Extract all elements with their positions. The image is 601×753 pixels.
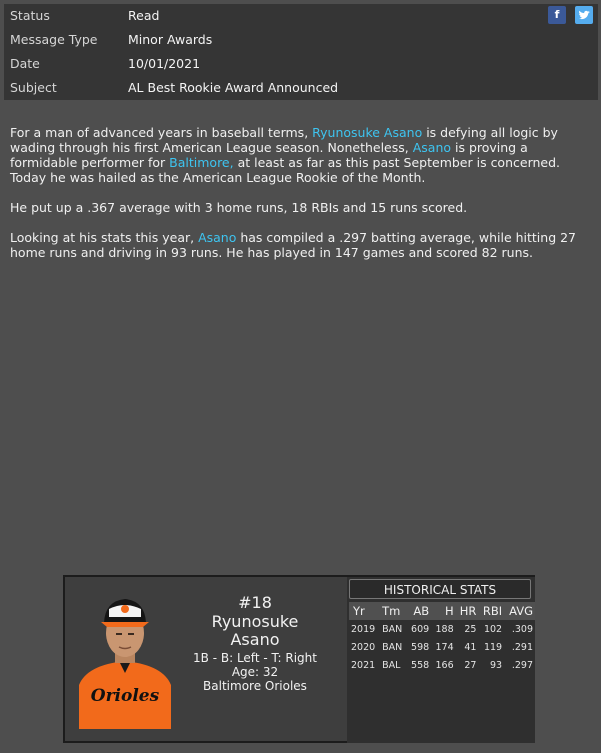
stats-cell: 609 [411,623,430,635]
stats-cell: 119 [483,641,503,653]
twitter-share-button[interactable] [575,6,593,24]
stats-col-rbi[interactable]: RBI [478,602,504,620]
historical-stats-table [349,602,535,674]
stats-header-row [349,602,535,620]
status-row [4,4,598,28]
article-text: For a man of advanced years in baseball terms, [10,125,313,140]
message-header [4,4,598,100]
table-row [349,656,535,674]
stats-cell: 166 [435,659,454,671]
stats-cell: 2020 [351,641,376,653]
player-number: #18 [238,593,272,612]
article-text: at least as far as this past September is concerned. Today he was hailed as the American League Rookie of the Month. [10,155,561,185]
article-paragraph-1 [10,125,590,185]
twitter-icon [575,6,593,24]
stats-cell: BAL [382,659,401,671]
stats-cell: BAN [382,641,403,653]
stats-cell: 2021 [351,659,376,671]
stats-cell: 558 [411,659,430,671]
player-link[interactable]: Asano [198,230,237,245]
stats-cell: .297 [511,659,533,671]
player-first-name: Ryunosuke [211,612,299,631]
stats-cell: 174 [435,641,454,653]
message-type-row [4,28,598,52]
stats-cell: 27 [464,659,477,671]
stats-cell: .291 [511,641,533,653]
article-body [10,125,590,275]
status-value: Read [128,8,160,23]
stats-col-year[interactable]: Yr [349,602,380,620]
stats-cell: 598 [411,641,430,653]
message-type-label: Message Type [10,32,98,47]
table-row [349,620,535,638]
article-text: is defying all logic by wading through his first American League season. Nonetheless, [10,125,558,155]
article-text: has compiled a .297 batting average, while hitting 27 home runs and driving in 93 runs. He has played in 147 games and scored 82 runs. [10,230,577,260]
historical-stats-panel [347,577,535,743]
facebook-share-button[interactable]: f [548,6,566,24]
subject-value: AL Best Rookie Award Announced [128,80,339,95]
message-type-value: Minor Awards [128,32,213,47]
stats-cell: 41 [464,641,477,653]
stats-col-avg[interactable]: AVG [504,602,535,620]
date-row [4,52,598,76]
jersey-lettering: Orioles [90,686,160,706]
player-portrait-image [79,593,171,729]
table-row [349,638,535,656]
stats-col-h[interactable]: H [431,602,455,620]
player-link[interactable]: Asano [412,140,452,155]
stats-cell: 102 [483,623,503,635]
player-card [63,575,535,743]
stats-cell: 2019 [351,623,376,635]
player-team: Baltimore Orioles [203,679,307,693]
stats-col-team[interactable]: Tm [380,602,407,620]
stats-cell: 93 [490,659,503,671]
player-age: Age: 32 [231,665,279,679]
article-paragraph-3 [10,230,590,260]
stats-cell: .309 [511,623,533,635]
player-last-name: Asano [230,630,280,649]
date-value: 10/01/2021 [128,56,201,71]
article-paragraph-2: He put up a .367 average with 3 home runs, 18 RBIs and 15 runs scored. [10,200,468,215]
stats-cell: BAN [382,623,403,635]
subject-label: Subject [10,80,57,95]
subject-row [4,76,598,100]
stats-col-ab[interactable]: AB [407,602,431,620]
article-text: Looking at his stats this year, [10,230,199,245]
player-info [185,593,325,693]
stats-cell: 188 [435,623,454,635]
player-photo[interactable] [79,593,171,729]
date-label: Date [10,56,40,71]
article-text: is proving a formidable performer for [10,140,528,170]
player-position-details: 1B - B: Left - T: Right [193,651,317,665]
team-link[interactable]: Baltimore, [169,155,234,170]
stats-cell: 25 [464,623,477,635]
historical-stats-title: HISTORICAL STATS [349,579,531,599]
status-label: Status [10,8,50,23]
player-link[interactable]: Ryunosuke Asano [312,125,423,140]
stats-col-hr[interactable]: HR [456,602,479,620]
